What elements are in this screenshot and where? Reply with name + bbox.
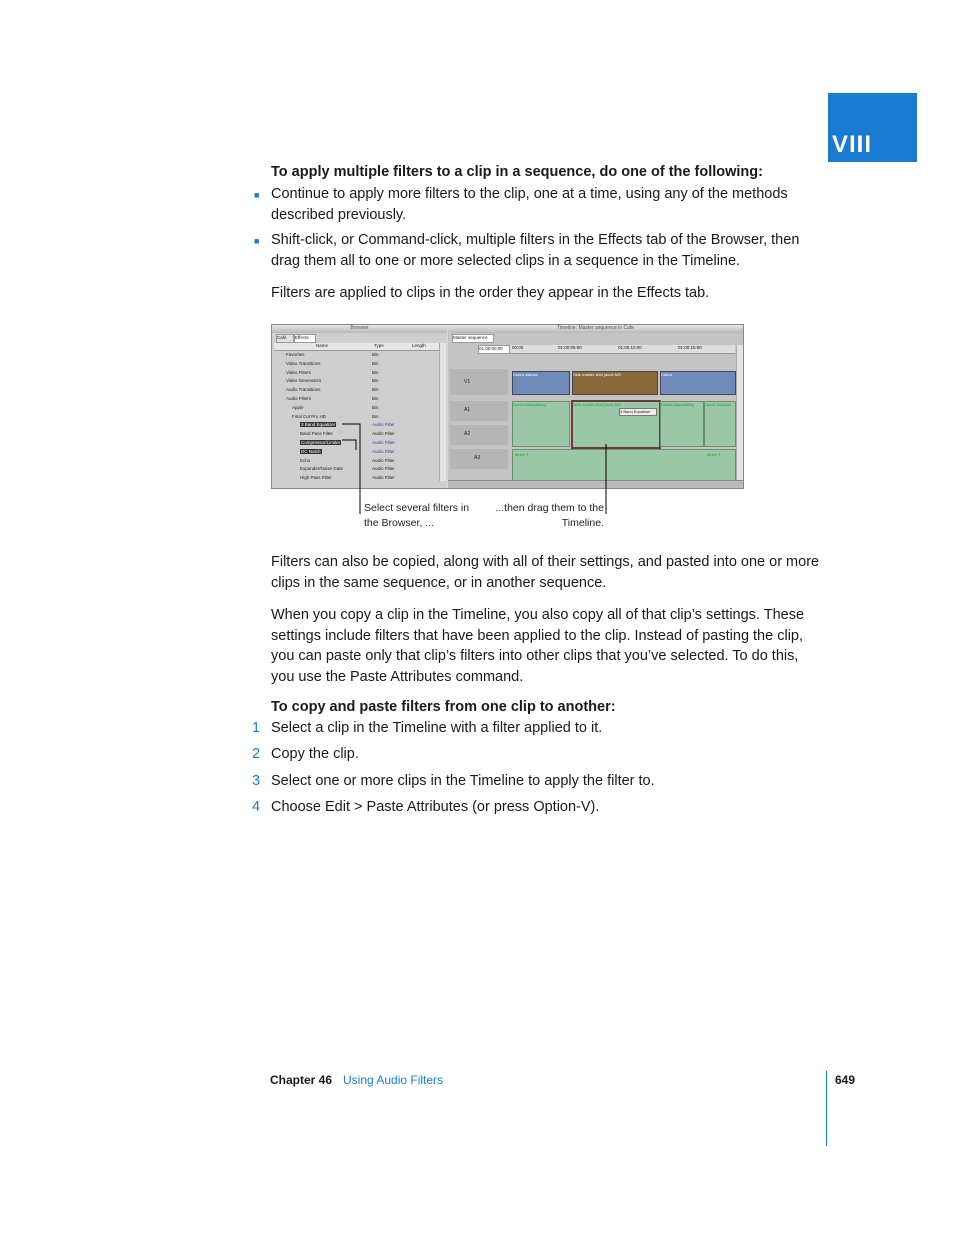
- step-number: 1: [252, 720, 261, 736]
- step-text: Select a clip in the Timeline with a filter applied to it.: [271, 720, 603, 736]
- bullet-text-2: Shift-click, or Command-click, multiple filters in the Effects tab of the Browser, then drag them all to one or more selected clips in a sequence in the Timeline.: [271, 232, 800, 269]
- browser-row-type: Bin: [372, 413, 379, 419]
- step-text: Copy the clip.: [271, 746, 359, 762]
- clip-label: Side master shot jacob MS: [573, 402, 621, 407]
- browser-row-type: Bin: [372, 404, 379, 410]
- para-copy: Filters can also be copied, along with all of their settings, and pasted into one or more clips in the same sequence, or in another sequence.: [271, 554, 820, 591]
- ruler-tick: 01:00:05:00: [558, 345, 582, 350]
- page-number: 649: [835, 1073, 856, 1087]
- browser-row-type: Audio Filter: [372, 422, 395, 428]
- bullet-text-1: Continue to apply more filters to the clip, one at a time, using any of the methods described previously.: [271, 186, 788, 223]
- browser-row-name: Compressor/Limiter: [301, 440, 341, 445]
- browser-row-name: Expander/Noise Gate: [300, 466, 344, 472]
- browser-row-name: Video Filters: [286, 369, 311, 375]
- bullet-icon: ■: [254, 236, 260, 246]
- track-label: A2: [464, 431, 471, 437]
- heading-multiple-filters: To apply multiple filters to a clip in a sequence, do one of the following:: [271, 164, 763, 180]
- browser-row-name: Video Transitions: [286, 360, 321, 366]
- col-type: Type: [374, 343, 384, 348]
- clip-label: Debra sidewalking: [513, 402, 546, 407]
- track-label: A3: [474, 455, 481, 461]
- chapter-tab-label: VIII: [832, 131, 873, 158]
- browser-row-type: Bin: [372, 378, 379, 384]
- browser-row-type: Audio Filter: [372, 440, 395, 445]
- tab-effects[interactable]: Effects: [294, 334, 316, 343]
- ruler-tick: 01:00:10:00: [618, 345, 642, 350]
- browser-row-type: Bin: [372, 360, 379, 366]
- drag-filter-label: 3 Band Equalizer: [619, 408, 657, 416]
- browser-row-name: 3 Band Equalizer: [301, 422, 336, 428]
- track-label: A1: [464, 407, 471, 413]
- browser-row-name: DC Notch: [301, 448, 321, 454]
- browser-row-name: Video Generators: [286, 378, 322, 384]
- browser-row-type: Audio Filter: [372, 448, 395, 454]
- browser-row-name: High Pass Filter: [300, 475, 332, 481]
- tab-master-sequence[interactable]: Master sequence: [452, 334, 494, 343]
- clip-label: Debra sidewa: [513, 372, 538, 377]
- para-order: Filters are applied to clips in the order they appear in the Effects tab.: [271, 285, 710, 301]
- browser-row-name: Echo: [300, 457, 311, 463]
- step-number: 2: [252, 746, 261, 762]
- step-text: Select one or more clips in the Timeline to apply the filter to.: [271, 773, 655, 789]
- browser-row-type: Audio Filter: [372, 457, 395, 463]
- heading-copy-paste: To copy and paste filters from one clip to another:: [271, 699, 616, 715]
- ruler-tick: 01:00:15:00: [678, 345, 702, 350]
- col-length: Length: [412, 343, 426, 348]
- browser-row-name: Audio Transitions: [286, 387, 321, 393]
- timecode-field[interactable]: 01:00:00:00: [478, 345, 510, 354]
- callout-line-left-2: [342, 440, 356, 450]
- footer-chapter: Chapter 46: [270, 1073, 333, 1087]
- col-name: Name: [316, 343, 329, 348]
- bullet-icon: ■: [254, 190, 260, 200]
- tab-cafe[interactable]: Cafe: [276, 334, 294, 343]
- browser-row-name: Audio Filters: [286, 396, 312, 401]
- callout-line-left: [342, 424, 360, 514]
- clip-label: Music 1: [515, 452, 529, 457]
- ruler-tick: 00:00: [512, 345, 524, 350]
- browser-row-type: Bin: [372, 387, 379, 393]
- para-timeline: When you copy a clip in the Timeline, you also copy all of that clip’s settings. These settings include filters that have been applied to the clip. Instead of pasting the clip, you can paste only that clip’s filters into other clips that you’ve selected. To do this, you use the Paste Attributes command.: [271, 607, 805, 685]
- browser-titlebar: Browser: [272, 325, 447, 333]
- clip-label: Music 1: [707, 452, 721, 457]
- browser-row-type: Audio Filter: [372, 431, 395, 437]
- clip-label: Debra: [661, 372, 672, 377]
- footer-divider: [826, 1071, 827, 1146]
- step-text: Choose Edit > Paste Attributes (or press Option-V).: [271, 799, 600, 815]
- caption-right: ...then drag them to the Timeline.: [495, 502, 604, 529]
- clip-label: Side master shot jacob MS: [573, 372, 621, 377]
- track-label: V1: [464, 379, 471, 385]
- browser-row-name: Apple: [292, 404, 304, 410]
- step-number: 3: [252, 773, 261, 789]
- step-number: 4: [252, 799, 261, 815]
- browser-row-type: Bin: [372, 369, 379, 375]
- browser-row-name: Final Cut Pro HD: [292, 413, 327, 419]
- browser-row-name: Band Pass Filter: [300, 431, 334, 437]
- browser-row-type: Bin: [372, 352, 379, 357]
- browser-row-type: Audio Filter: [372, 466, 395, 472]
- clip-label: Debra sidewalking: [661, 402, 694, 407]
- footer-title[interactable]: Using Audio Filters: [343, 1073, 444, 1087]
- caption-left: Select several filters in the Browser, ...: [364, 502, 470, 529]
- browser-row-name: Favorites: [286, 352, 305, 357]
- clip-label: Jacob reaction: [705, 402, 732, 407]
- timeline-titlebar: Timeline: Master sequence in Cafe: [448, 325, 743, 333]
- browser-row-type: Audio Filter: [372, 475, 395, 481]
- browser-row-type: Bin: [372, 396, 379, 401]
